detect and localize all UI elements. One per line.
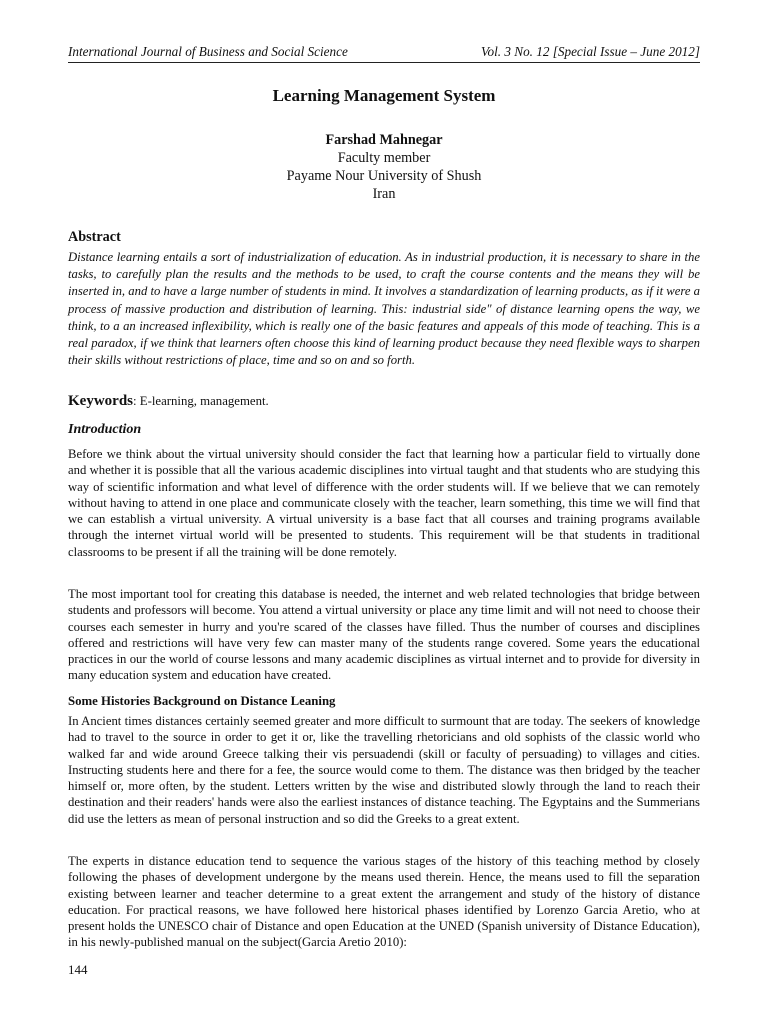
author-role: Faculty member [337,150,431,166]
history-heading: Some Histories Background on Distance Leaning [68,694,336,708]
abstract-heading: Abstract [68,229,121,245]
running-header [68,44,700,60]
author-name: Farshad Mahnegar [325,132,443,148]
history-paragraph-2: The experts in distance education tend to sequence the various stages of the history of this teaching method by closely following the phases of development undergone by the means used therein. Hence, the means used to fill the separation existing between learner and teacher determine to a great extent the arrangement and study of the history of distance education. For practical reasons, we have followed here historical phases identified by Lorenzo Garcia Aretio, who at present holds the UNESCO chair of Distance and open Education at the UNED (Spanish university of Distance Education), in his newly-published manual on the subject(Garcia Aretio 2010): [68,854,700,950]
keywords-line [68,392,269,410]
introduction-heading: Introduction [68,422,142,437]
page-number: 144 [68,962,88,977]
keywords-label: Keywords [68,393,133,409]
author-block [68,131,700,203]
keywords-text: : E-learning, management. [133,394,269,408]
author-country: Iran [372,186,396,202]
header-rule [68,62,700,63]
journal-name: International Journal of Business and Social Science [68,44,348,59]
introduction-paragraph-2: The most important tool for creating this database is needed, the internet and web related technologies that bridge between students and professors will become. You attend a virtual university or place any time limit and will not need to choose their courses each semester in hurry and you're scared of the classes have filled. Thus the number of courses and disciplines offered and restrictions will have very few can master many of the students range covered. Some years the educational practices in our the world of course lessons and many academic disciplines as virtual internet and to provide for diversity in many education system and education have created. [68,587,700,683]
abstract-text: Distance learning entails a sort of industrialization of education. As in industrial production, it is necessary to share in the tasks, to carefully plan the results and the methods to be used, to craft the course contents and the means they will be inserted in, and to have a large number of students in mind. It involves a standardization of learning products, as if it were a process of massive production and distribution of learning. This: industrial side" of distance learning opens the way, we think, to a an increased inflexibility, which is really one of the basic features and appeals of this mode of teaching. This is a real paradox, if we think that learners often choose this kind of learning product because they need flexible ways to sharpen their skills without restrictions of place, time and so on and so forth. [68,250,700,368]
history-paragraph-1: In Ancient times distances certainly seemed greater and more difficult to surmount that are today. The seekers of knowledge had to travel to the source in order to get it or, like the travelling rhetoricians and old sophists of the classic world who walked far and wide around Greece talking their vis persuadendi (skill or faculty of persuading) to villages and cities. Instructing students here and there for a fee, the source would come to them. The distance was then bridged by the teacher himself or, more often, by the student. Letters written by the wise and distributed slowly through the land to reach their destination and their readers' hands were also the earliest instances of distance teaching. The Egyptains and the Summerians did use the letters as mean of personal instruction and so did the Greeks to a great extent. [68,714,700,826]
author-affiliation: Payame Nour University of Shush [286,168,482,184]
paper-title: Learning Management System [272,86,496,105]
introduction-paragraph-1: Before we think about the virtual university should consider the fact that learning how a particular field to virtually done and whether it is possible that all the various academic disciplines into virtual taught and that students who are studying this way of scientific information and what level of difference with the order students will. If we believe that we can remotely without having to attend in one place and communicate closely with the teacher, learn something, this time we will find that we can establish a virtual university. A virtual university is a base fact that all courses and training programs available through the internet virtual world will be presented to students. This requirement will be that students in traditional classrooms to be present if all the training will be done remotely. [68,447,700,559]
volume-info: Vol. 3 No. 12 [Special Issue – June 2012] [480,44,700,59]
